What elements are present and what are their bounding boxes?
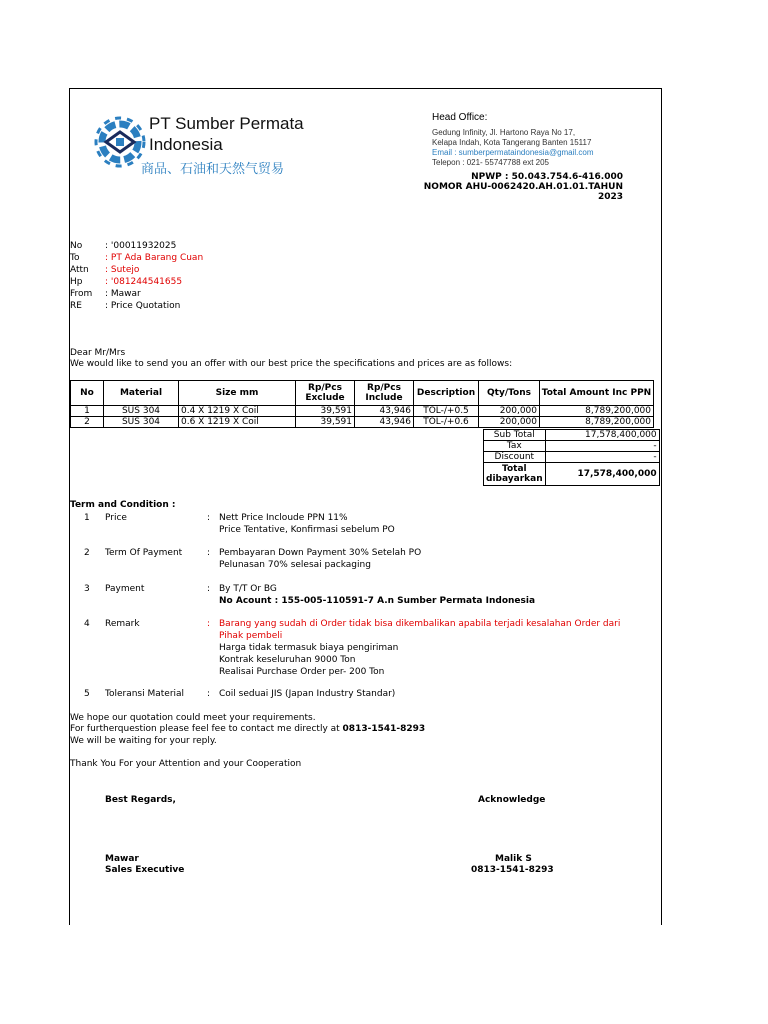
- head-office-phone: Telepon : 021- 55747788 ext 205: [432, 158, 549, 167]
- term-line: Realisai Purchase Order per- 200 Ton: [219, 667, 385, 677]
- info-value: : Mawar: [105, 289, 141, 299]
- table-row: [71, 417, 654, 428]
- total-value: 17,578,400,000: [545, 463, 659, 486]
- ahu-number-2: 2023: [597, 192, 623, 202]
- row-1-total: 8,789,200,000: [540, 406, 654, 417]
- header-exclude: [296, 381, 355, 406]
- term-label: Toleransi Material: [105, 689, 185, 699]
- greeting: Dear Mr/Mrs: [70, 348, 126, 358]
- acknowledger-phone: 0813-1541-8293: [471, 865, 554, 875]
- term-label: Term Of Payment: [105, 548, 183, 558]
- term-colon: :: [207, 548, 211, 558]
- term-line: Pelunasan 70% selesai packaging: [219, 560, 371, 570]
- term-line: By T/T Or BG: [219, 584, 277, 594]
- intro-text: We would like to send you an offer with our best price the specifications and prices are as follows:: [70, 359, 513, 369]
- header-qty: Qty/Tons: [479, 381, 540, 406]
- company-chinese-tagline: 商品、石油和天然气贸易: [141, 162, 285, 177]
- term-label: Price: [105, 513, 127, 523]
- header-no: No: [71, 381, 104, 406]
- term-label: Payment: [105, 584, 145, 594]
- acknowledge-title: Acknowledge: [478, 795, 546, 805]
- contact-phone: 0813-1541-8293: [342, 724, 426, 734]
- head-office-address-2: Kelapa Indah, Kota Tangerang Banten 15117: [432, 138, 592, 147]
- term-colon: :: [207, 584, 211, 594]
- head-office-address-1: Gedung Infinity, Jl. Hartono Raya No 17,: [432, 128, 576, 137]
- discount-value: -: [545, 452, 659, 463]
- thanks-text: Thank You For your Attention and your Cooperation: [70, 759, 302, 769]
- total-label: [484, 463, 546, 486]
- acknowledger-name: Malik S: [495, 854, 532, 864]
- row-1-qty: 200,000: [479, 406, 540, 417]
- row-2-exclude: 39,591: [296, 417, 355, 428]
- best-regards: Best Regards,: [105, 795, 176, 805]
- info-value: : Sutejo: [105, 265, 140, 275]
- term-colon: :: [207, 513, 211, 523]
- term-line: Barang yang sudah di Order tidak bisa dikembalikan apabila terjadi kesalahan Order dari: [219, 619, 621, 629]
- term-line: No Acount : 155-005-110591-7 A.n Sumber Permata Indonesia: [219, 596, 536, 606]
- ahu-number-1: NOMOR AHU-0062420.AH.01.01.TAHUN: [423, 182, 623, 192]
- header-include-line1: Rp/Pcs: [367, 383, 401, 393]
- sender-name: Mawar: [105, 854, 139, 864]
- summary-table: [483, 429, 660, 486]
- info-label: From: [70, 289, 93, 299]
- row-2-description: TOL-/+0.6: [414, 417, 479, 428]
- row-1-exclude: 39,591: [296, 406, 355, 417]
- closing-line-2: [70, 724, 425, 734]
- quotation-table: [70, 380, 654, 428]
- term-line: Kontrak keseluruhan 9000 Ton: [219, 655, 356, 665]
- term-line: Pihak pembeli: [219, 631, 283, 641]
- header-include-line2: Include: [365, 393, 403, 403]
- info-label: Attn: [70, 265, 89, 275]
- company-name-line1: PT Sumber Permata: [149, 114, 304, 133]
- row-2-size: 0.6 X 1219 X Coil: [179, 417, 296, 428]
- gear-logo-icon: [92, 114, 148, 170]
- term-colon: :: [207, 619, 211, 629]
- info-label: Hp: [70, 277, 83, 287]
- term-number: 3: [84, 584, 90, 594]
- row-2-total: 8,789,200,000: [540, 417, 654, 428]
- term-line: Coil seduai JIS (Japan Industry Standar): [219, 689, 396, 699]
- head-office-title: Head Office:: [432, 112, 488, 123]
- term-label: Remark: [105, 619, 140, 629]
- subtotal-label: Sub Total: [484, 430, 546, 441]
- closing-line-2-text: For furtherquestion please feel fee to contact me directly at: [70, 724, 343, 734]
- term-number: 4: [84, 619, 90, 629]
- info-value: : PT Ada Barang Cuan: [105, 253, 204, 263]
- company-logo: [92, 110, 312, 182]
- tax-value: -: [545, 441, 659, 452]
- header-total: Total Amount Inc PPN: [540, 381, 654, 406]
- info-value: : '081244541655: [105, 277, 183, 287]
- info-label: RE: [70, 301, 82, 311]
- term-line: Price Tentative, Konfirmasi sebelum PO: [219, 525, 395, 535]
- table-row: [71, 406, 654, 417]
- row-1-size: 0.4 X 1219 X Coil: [179, 406, 296, 417]
- tax-label: Tax: [484, 441, 546, 452]
- table-header-row: [71, 381, 654, 406]
- row-2-material: SUS 304: [104, 417, 179, 428]
- total-label-line1: Total: [502, 464, 527, 474]
- term-line: Nett Price Incloude PPN 11%: [219, 513, 348, 523]
- row-1-material: SUS 304: [104, 406, 179, 417]
- header-description: Description: [414, 381, 479, 406]
- info-label: No: [70, 241, 83, 251]
- total-label-line2: dibayarkan: [486, 474, 543, 484]
- header-exclude-line1: Rp/Pcs: [308, 383, 342, 393]
- closing-line-3: We will be waiting for your reply.: [70, 736, 217, 746]
- term-number: 5: [84, 689, 90, 699]
- row-1-include: 43,946: [355, 406, 414, 417]
- info-label: To: [70, 253, 80, 263]
- terms-title: Term and Condition :: [70, 500, 176, 510]
- row-1-no: 1: [71, 406, 104, 417]
- header-material: Material: [104, 381, 179, 406]
- info-value: : Price Quotation: [105, 301, 181, 311]
- term-number: 1: [84, 513, 90, 523]
- company-name-line2: Indonesia: [149, 135, 223, 154]
- npwp: NPWP : 50.043.754.6-416.000: [471, 172, 623, 182]
- term-number: 2: [84, 548, 90, 558]
- discount-label: Discount: [484, 452, 546, 463]
- term-line: Pembayaran Down Payment 30% Setelah PO: [219, 548, 422, 558]
- header-exclude-line2: Exclude: [305, 393, 345, 403]
- info-value: : '00011932025: [105, 241, 177, 251]
- head-office-email: Email : sumberpermataindonesia@gmail.com: [432, 148, 594, 157]
- row-2-qty: 200,000: [479, 417, 540, 428]
- header-include: [355, 381, 414, 406]
- row-2-include: 43,946: [355, 417, 414, 428]
- header-size: Size mm: [179, 381, 296, 406]
- row-1-description: TOL-/+0.5: [414, 406, 479, 417]
- sender-role: Sales Executive: [105, 865, 185, 875]
- closing-line-1: We hope our quotation could meet your requirements.: [70, 713, 316, 723]
- term-colon: :: [207, 689, 211, 699]
- row-2-no: 2: [71, 417, 104, 428]
- subtotal-value: 17,578,400,000: [545, 430, 659, 441]
- term-line: Harga tidak termasuk biaya pengiriman: [219, 643, 399, 653]
